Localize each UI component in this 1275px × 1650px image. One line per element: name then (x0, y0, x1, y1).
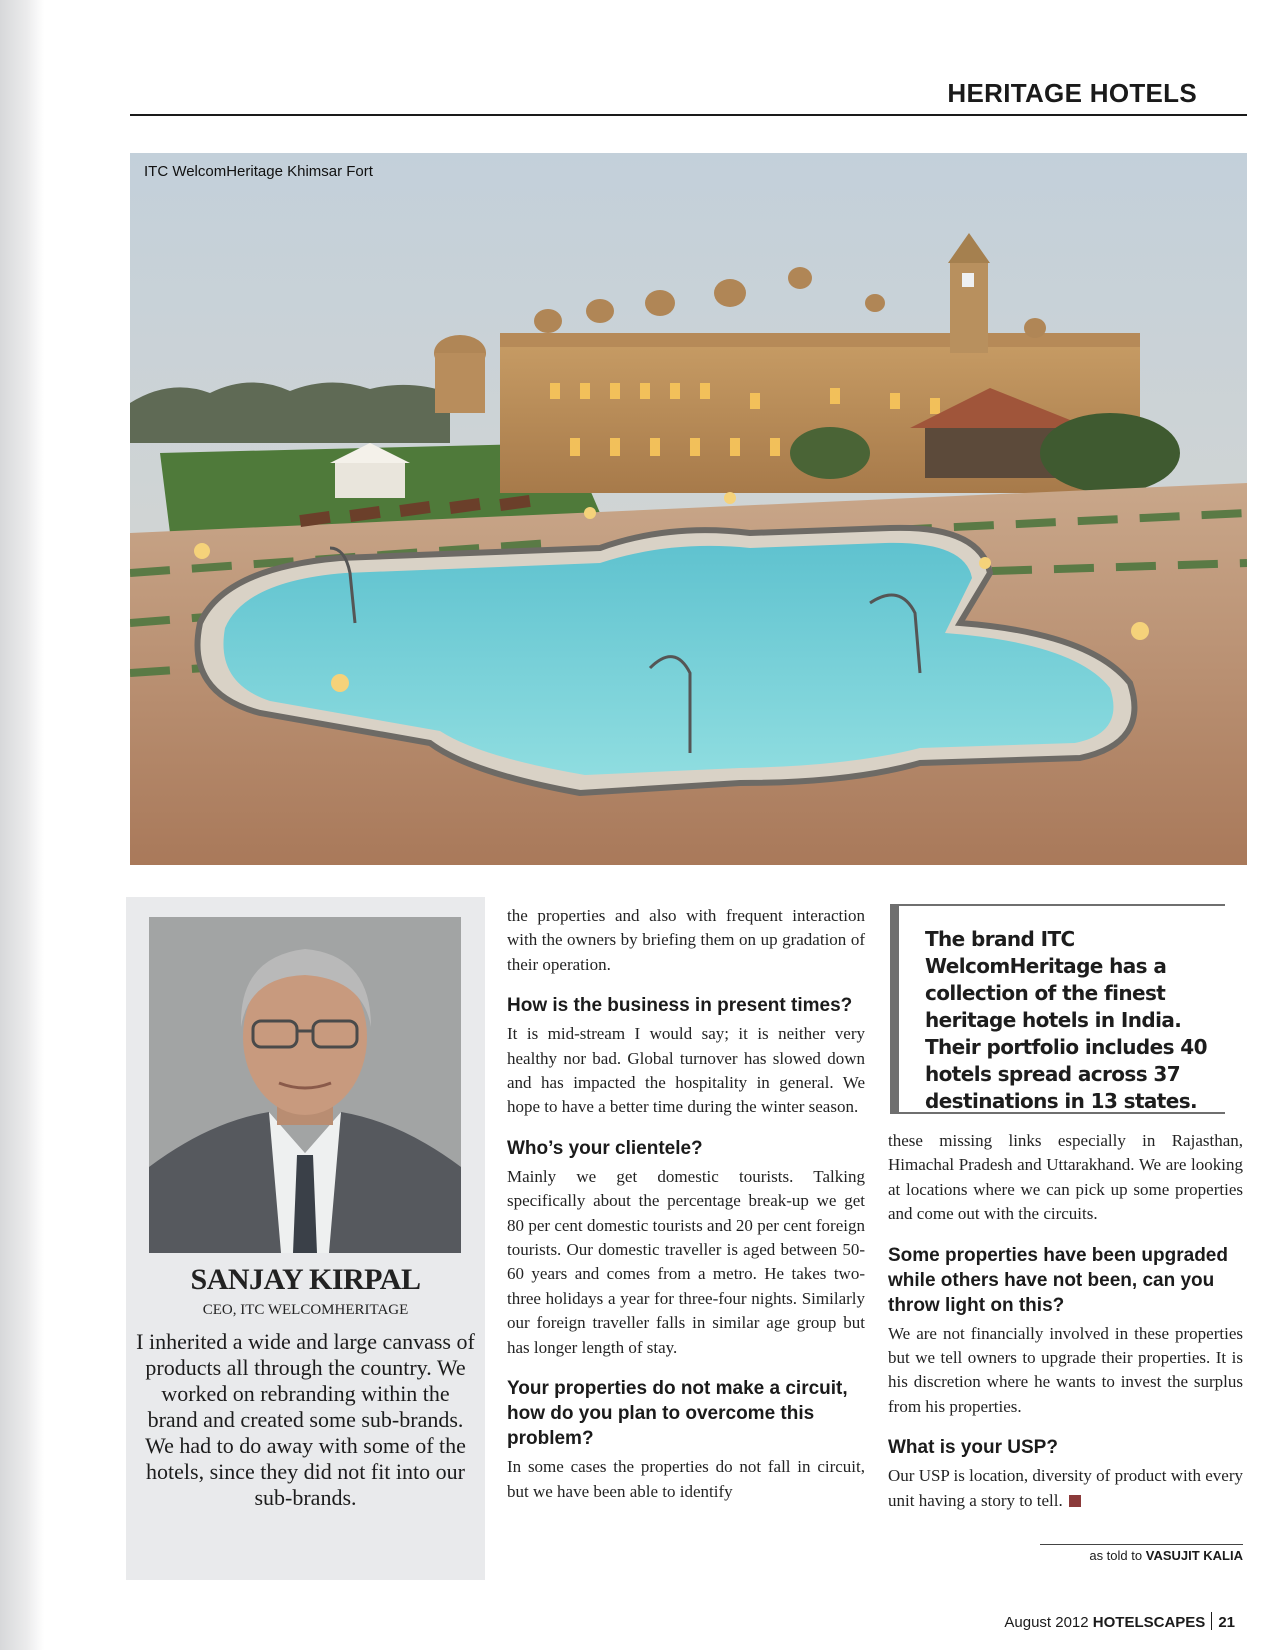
footer-divider (1211, 1612, 1212, 1630)
credit-author: VASUJIT KALIA (1145, 1548, 1243, 1563)
author-credit (1040, 1544, 1243, 1563)
hero-photo (130, 153, 1247, 865)
magazine-name: HOTELSCAPES (1092, 1614, 1206, 1631)
article-column-middle (507, 904, 865, 1504)
callout-text: The brand ITC WelcomHeritage has a collection of the finest heritage hotels in India. Their portfolio includes 40 hotels spread across 37 destinations in 13 states. (925, 927, 1207, 1113)
question-heading: Who’s your clientele? (507, 1137, 703, 1159)
person-name: SANJAY KIRPAL (190, 1263, 421, 1296)
end-mark-icon (1069, 1495, 1081, 1507)
question-heading: What is your USP? (888, 1437, 1058, 1459)
usp-answer-text: Our USP is location, diversity of product with every unit having a story to tell. (888, 1466, 1243, 1510)
question-heading: How is the business in present times? (507, 995, 853, 1017)
page-number: 21 (1218, 1614, 1235, 1631)
pull-quote: I inherited a wide and large canvass of products all through the country. We worked on rebranding within the brand and created some sub-brands. We had to do away with some of the hotels, since they did not fit into our sub-brands. (136, 1329, 475, 1510)
credit-prefix: as told to (1089, 1548, 1143, 1563)
portrait-photo (149, 917, 461, 1253)
answer-paragraph: We are not financially involved in these properties but we tell owners to upgrade their properties. It is his discretion where he wants to invest the surplus from his properties. (888, 1323, 1243, 1416)
issue-date: August 2012 (1004, 1614, 1089, 1631)
page-footer (1004, 1612, 1235, 1631)
photo-caption: ITC WelcomHeritage Khimsar Fort (144, 163, 373, 180)
callout-box (890, 904, 1225, 1114)
hotel-illustration (130, 153, 1247, 865)
answer-paragraph: In some cases the properties do not fall in circuit, but we have been able to identify (507, 1457, 865, 1501)
article-column-right (888, 1129, 1243, 1513)
answer-paragraph: Mainly we get domestic tourists. Talking specifically about the percentage break-up we get 80 per cent domestic tourists and 20 per cent foreign tourists. Our domestic traveller is aged between 50-60 years and comes from a metro. He takes two-three holidays a year for three-four nights. Similarly our foreign traveller falls in similar age group but has longer length of stay. (507, 1166, 865, 1357)
answer-paragraph (888, 1464, 1243, 1513)
question-heading: Your properties do not make a circuit, how do you plan to overcome this problem? (507, 1378, 848, 1450)
paragraph: the properties and also with frequent interaction with the owners by briefing them on up gradation of their operation. (507, 906, 865, 974)
portrait-illustration (149, 917, 461, 1253)
person-title: CEO, ITC WELCOMHERITAGE (202, 1302, 409, 1318)
page-gutter-shadow (0, 0, 44, 1650)
question-heading: Some properties have been upgraded while others have not been, can you throw light on this? (888, 1244, 1228, 1316)
paragraph: these missing links especially in Rajasthan, Himachal Pradesh and Uttarakhand. We are looking at locations where we can pick up some properties and come out with the circuits. (888, 1131, 1243, 1224)
answer-paragraph: It is mid-stream I would say; it is neither very healthy nor bad. Global turnover has slowed down and has impacted the hospitality in general. We hope to have a better time during the winter season. (507, 1024, 865, 1117)
section-header: HERITAGE HOTELS (947, 78, 1197, 108)
header-rule (130, 114, 1247, 116)
profile-sidebar (126, 897, 485, 1580)
